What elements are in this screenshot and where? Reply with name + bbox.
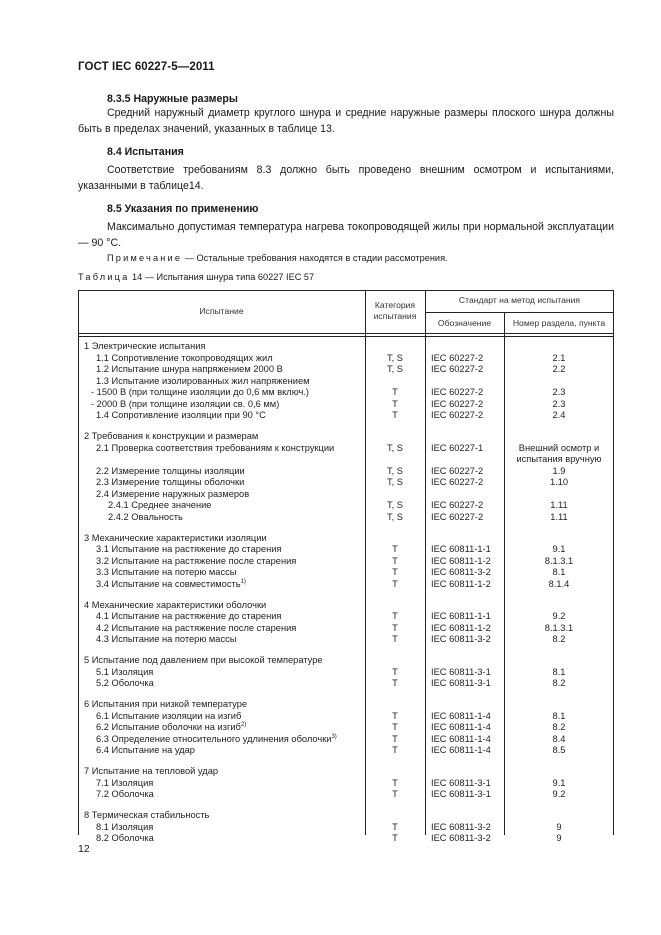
cell-designation: IEC 60811-1-1 xyxy=(431,611,491,621)
cell-test: 3.2 Испытание на растяжение после старения xyxy=(96,555,297,566)
table-row xyxy=(78,466,614,478)
table-caption-label: Таблица xyxy=(78,272,130,282)
table-row xyxy=(78,722,614,734)
table-caption-text: 14 — Испытания шнура типа 60227 IEC 57 xyxy=(129,272,315,282)
cell-section: 8.2 xyxy=(552,634,566,644)
cell-designation: IEC 60811-3-1 xyxy=(431,678,491,688)
cell-section: 8.2 xyxy=(552,678,566,688)
cell-test: 1.4 Сопротивление изоляции при 90 °C xyxy=(96,410,266,420)
cell-test: 4.2 Испытание на растяжение после старения xyxy=(96,622,297,633)
cell-section: 9.2 xyxy=(552,789,566,799)
cell-category: T xyxy=(392,555,398,566)
table-row xyxy=(78,477,614,489)
cell-category: T xyxy=(392,833,398,843)
cell-designation: IEC 60811-1-1 xyxy=(431,544,491,554)
cell-designation: IEC 60811-1-2 xyxy=(431,578,491,589)
cell-category: T xyxy=(392,634,398,644)
cell-category: T xyxy=(392,622,398,633)
cell-category: T xyxy=(392,733,398,744)
cell-category: T xyxy=(392,722,398,732)
cell-category: T xyxy=(392,678,398,688)
cell-designation: IEC 60227-2 xyxy=(431,398,484,409)
cell-category: T xyxy=(392,789,398,799)
header-designation: Обозначение xyxy=(437,318,492,328)
header-bottom-line-1 xyxy=(78,333,614,334)
cell-test: 2.3 Измерение толщины оболочки xyxy=(96,477,245,487)
table-row xyxy=(78,410,614,422)
table-group-row xyxy=(78,699,614,711)
table-row xyxy=(78,567,614,579)
section-title-8-4: 8.4 Испытания xyxy=(107,146,184,158)
page-number: 12 xyxy=(78,843,90,855)
table-row xyxy=(78,387,614,399)
cell-category: T, S xyxy=(386,364,403,374)
table-group-row xyxy=(78,766,614,778)
table-group-row xyxy=(78,341,614,353)
cell-section: 9.1 xyxy=(552,777,566,788)
cell-test: 2.2 Измерение толщины изоляции xyxy=(96,465,245,476)
table-row xyxy=(78,623,614,635)
cell-test: 1 Электрические испытания xyxy=(84,341,206,351)
table-row xyxy=(78,789,614,801)
header-category-line1: Категория xyxy=(374,300,416,310)
cell-designation: IEC 60811-3-2 xyxy=(431,567,491,577)
cell-test: 3.3 Испытание на потерю массы xyxy=(96,567,237,577)
cell-section: 9.2 xyxy=(552,611,566,621)
cell-test: 1.1 Сопротивление токопроводящих жил xyxy=(96,352,273,363)
cell-section: 1.11 xyxy=(550,511,568,522)
cell-section: 2.2 xyxy=(552,364,566,374)
cell-category: T, S xyxy=(386,442,403,453)
table-row xyxy=(78,544,614,556)
cell-test: 7.1 Изоляция xyxy=(96,777,154,788)
cell-designation: IEC 60811-3-2 xyxy=(431,821,491,832)
header-category-line2: испытания xyxy=(373,311,417,321)
header-bottom-line-2 xyxy=(78,336,614,337)
cell-category: T, S xyxy=(386,352,403,363)
table-group-row xyxy=(78,533,614,545)
header-category xyxy=(365,300,425,322)
cell-test: 5.2 Оболочка xyxy=(96,678,154,688)
cell-designation: IEC 60811-1-4 xyxy=(431,733,491,744)
table-row xyxy=(78,376,614,388)
cell-section: 2.4 xyxy=(552,410,566,420)
cell-test: - 2000 В (при толщине изоляции св. 0,6 мм) xyxy=(91,398,280,409)
table-row xyxy=(78,833,614,845)
table-group-row xyxy=(78,431,614,443)
table-row xyxy=(78,579,614,591)
cell-test: 6 Испытания при низкой температуре xyxy=(84,699,248,709)
table-row xyxy=(78,512,614,524)
tests-table xyxy=(78,290,614,843)
table-row xyxy=(78,822,614,834)
cell-section: 8.1.4 xyxy=(548,578,570,589)
cell-test: 5 Испытание под давлением при высокой температуре xyxy=(84,655,323,665)
section-title-8-5: 8.5 Указания по применению xyxy=(107,203,259,215)
cell-test: 2 Требования к конструкции и размерам xyxy=(84,431,259,441)
cell-section: Внешний осмотр и xyxy=(518,442,600,453)
cell-section: 8.5 xyxy=(552,745,566,755)
cell-designation: IEC 60811-1-2 xyxy=(431,555,491,566)
cell-designation: IEC 60811-1-4 xyxy=(431,745,491,755)
table-row xyxy=(78,500,614,512)
table-row xyxy=(78,678,614,690)
cell-designation: IEC 60227-2 xyxy=(431,410,484,420)
header-test: Испытание xyxy=(199,306,244,316)
cell-section: 8.2 xyxy=(552,722,566,732)
cell-designation: IEC 60811-3-1 xyxy=(431,666,491,677)
cell-test: 3 Механические характеристики изоляции xyxy=(84,532,267,543)
cell-test: - 1500 В (при толщине изоляции до 0,6 мм включ.) xyxy=(91,387,310,397)
footnote-ref: 2) xyxy=(240,722,247,728)
table-row xyxy=(78,778,614,790)
cell-section: 8.1 xyxy=(552,666,566,677)
cell-test: 4 Механические характеристики оболочки xyxy=(84,599,267,610)
cell-designation: IEC 60811-3-2 xyxy=(431,833,491,843)
cell-test: 6.4 Испытание на удар xyxy=(96,745,195,755)
cell-test: 3.4 Испытание на совместимость$^{1)}$ xyxy=(96,578,246,589)
table-row xyxy=(78,711,614,723)
cell-section: 1.10 xyxy=(549,477,569,487)
cell-test: 2.4 Измерение наружных размеров xyxy=(96,488,250,499)
table-row xyxy=(78,556,614,568)
cell-category: T, S xyxy=(386,465,403,476)
cell-designation: IEC 60811-3-2 xyxy=(431,634,491,644)
cell-designation: IEC 60811-3-1 xyxy=(431,777,491,788)
cell-test: 4.1 Испытание на растяжение до старения xyxy=(96,611,282,621)
cell-section: 2.3 xyxy=(552,387,566,397)
header-subdivider xyxy=(425,312,614,313)
cell-test: 3.1 Испытание на растяжение до старения xyxy=(96,544,282,554)
cell-category: T xyxy=(392,745,398,755)
cell-designation: IEC 60227-2 xyxy=(431,477,484,487)
table-group-row xyxy=(78,655,614,667)
cell-category: T xyxy=(392,387,398,397)
cell-designation: IEC 60227-2 xyxy=(431,511,484,522)
cell-category: T xyxy=(392,398,398,409)
table-group-row xyxy=(78,600,614,612)
cell-test: 2.1 Проверка соответствия требованиям к конструкции xyxy=(96,442,335,453)
cell-designation: IEC 60811-3-1 xyxy=(431,789,491,799)
cell-test: 6.1 Испытание изоляции на изгиб xyxy=(96,710,242,721)
cell-designation: IEC 60227-2 xyxy=(431,465,484,476)
cell-designation: IEC 60227-2 xyxy=(431,387,484,397)
cell-test: 7 Испытание на тепловой удар xyxy=(84,766,219,776)
table-caption xyxy=(78,272,314,282)
cell-section: 1.9 xyxy=(552,465,566,476)
table-row xyxy=(78,399,614,411)
section-text-8-4: Соответствие требованиям 8.3 должно быть проведено внешним осмотром и испытаниями, указанными в таблице14. xyxy=(78,164,614,192)
cell-designation: IEC 60227-2 xyxy=(431,500,484,510)
cell-category: T xyxy=(392,578,398,589)
table-row xyxy=(78,364,614,376)
cell-section: 9.1 xyxy=(552,544,566,554)
cell-section: 8.4 xyxy=(552,733,566,744)
cell-designation: IEC 60811-1-4 xyxy=(431,722,491,732)
cell-designation: IEC 60811-1-2 xyxy=(431,622,491,633)
cell-test: 6.3 Определение относительного удлинения оболочки$^{3)}$ xyxy=(96,733,337,744)
section-text-8-5: Максимально допустимая температура нагрева токопроводящей жилы при нормальной эксплуатации — 90 °C. xyxy=(78,221,614,249)
cell-section: 8.1.3.1 xyxy=(544,622,574,633)
cell-test: 2.4.1 Среднее значение xyxy=(108,500,212,510)
cell-section: 9 xyxy=(556,821,562,832)
cell-category: T, S xyxy=(386,500,403,510)
cell-section: 8.1 xyxy=(552,567,566,577)
cell-test: 1.2 Испытание шнура напряжением 2000 В xyxy=(96,364,283,374)
cell-designation: IEC 60227-1 xyxy=(431,442,484,453)
table-group-row xyxy=(78,810,614,822)
table-row xyxy=(78,489,614,501)
cell-test: 7.2 Оболочка xyxy=(96,789,154,799)
table-row xyxy=(78,454,614,466)
table-row xyxy=(78,745,614,757)
cell-category: T xyxy=(392,710,398,721)
cell-test: 1.3 Испытание изолированных жил напряжением xyxy=(96,375,310,386)
header-standard: Стандарт на метод испытания xyxy=(458,295,581,305)
cell-designation: IEC 60811-1-4 xyxy=(431,710,491,721)
cell-section: испытания вручную xyxy=(516,454,602,464)
cell-test: 8 Термическая стабильность xyxy=(84,810,210,820)
cell-category: T xyxy=(392,666,398,677)
cell-designation: IEC 60227-2 xyxy=(431,364,484,374)
cell-designation: IEC 60227-2 xyxy=(431,352,484,363)
cell-category: T xyxy=(392,567,398,577)
section-text-8-3-5: Средний наружный диаметр круглого шнура и средние наружные размеры плоского шнура должны быть в пределах значений, указанных в таблице 13. xyxy=(78,107,614,135)
cell-category: T xyxy=(392,611,398,621)
cell-section: 8.1.3.1 xyxy=(544,555,574,566)
cell-section: 1.11 xyxy=(550,500,568,510)
note-label: Примечание xyxy=(107,253,183,263)
cell-category: T, S xyxy=(386,511,403,522)
table-row xyxy=(78,443,614,455)
cell-section: 9 xyxy=(556,833,562,843)
cell-test: 4.3 Испытание на потерю массы xyxy=(96,634,237,644)
table-row xyxy=(78,611,614,623)
cell-test: 8.1 Изоляция xyxy=(96,821,154,832)
cell-section: 2.1 xyxy=(552,352,566,363)
footnote-ref: 1) xyxy=(240,578,246,585)
cell-category: T, S xyxy=(386,477,403,487)
cell-test: 5.1 Изоляция xyxy=(96,666,154,677)
footnote-ref: 3) xyxy=(331,733,337,740)
cell-test: 8.2 Оболочка xyxy=(96,833,154,843)
document-header: ГОСТ IEC 60227-5—2011 xyxy=(78,61,215,73)
table-border-top xyxy=(78,290,614,291)
cell-section: 2.3 xyxy=(552,398,566,409)
header-section: Номер раздела, пункта xyxy=(512,318,606,328)
table-row xyxy=(78,353,614,365)
note xyxy=(107,253,448,263)
cell-test: 6.2 Испытание оболочки на изгиб$^{2)}$ xyxy=(96,722,247,732)
cell-category: T xyxy=(392,821,398,832)
note-text: — Остальные требования находятся в стадии рассмотрения. xyxy=(182,253,448,263)
section-title-8-3-5: 8.3.5 Наружные размеры xyxy=(107,93,238,105)
cell-category: T xyxy=(392,410,398,420)
table-row xyxy=(78,667,614,679)
table-row xyxy=(78,634,614,646)
cell-test: 2.4.2 Овальность xyxy=(108,511,183,522)
cell-section: 8.1 xyxy=(552,710,566,721)
table-row xyxy=(78,734,614,746)
cell-category: T xyxy=(392,544,398,554)
cell-category: T xyxy=(392,777,398,788)
